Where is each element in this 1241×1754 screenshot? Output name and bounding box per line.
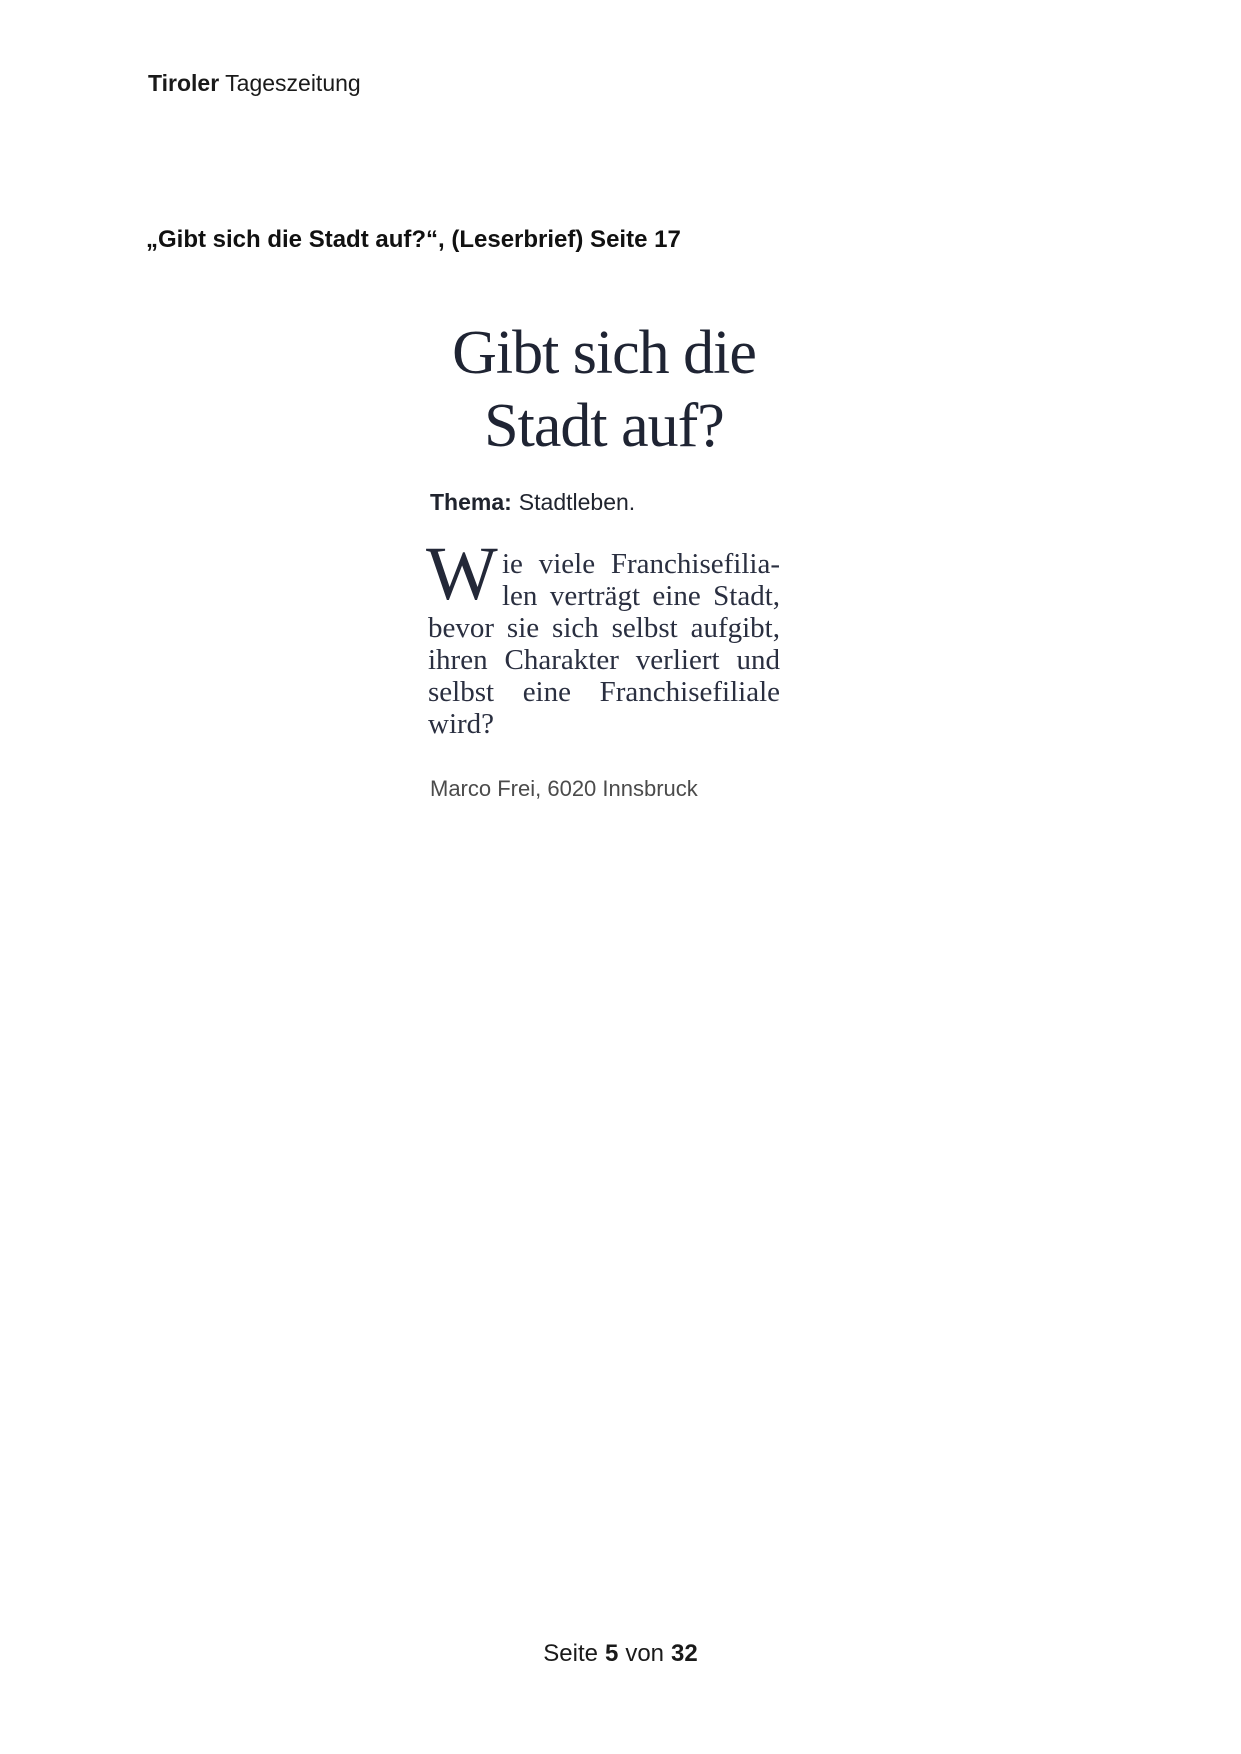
brand-regular: Tageszeitung <box>225 70 361 96</box>
topic-label: Thema: <box>430 489 512 515</box>
page-number-footer <box>0 1640 1241 1668</box>
article-topic <box>430 489 635 515</box>
body-line: ie viele Franchisefilia- <box>502 548 780 580</box>
headline-line-1: Gibt sich die <box>452 319 756 387</box>
brand-bold: Tiroler <box>148 70 220 96</box>
body-line: wird? <box>428 708 495 740</box>
dropcap-letter: W <box>426 532 498 616</box>
body-line: bevor sie sich selbst aufgibt, <box>428 612 780 644</box>
footer-total-pages: 32 <box>671 1640 698 1667</box>
footer-current-page: 5 <box>604 1640 619 1667</box>
footer-prefix: Seite <box>543 1640 598 1667</box>
topic-value: Stadtleben. <box>518 489 636 515</box>
headline-line-2: Stadt auf? <box>484 392 724 460</box>
newspaper-brand <box>148 70 361 97</box>
body-line: len verträgt eine Stadt, <box>502 580 780 612</box>
clipping-title-heading: „Gibt sich die Stadt auf?“, (Leserbrief) Seite 17 <box>146 226 681 253</box>
article-byline: Marco Frei, 6020 Innsbruck <box>430 776 698 801</box>
body-line: ihren Charakter verliert und <box>428 644 780 676</box>
footer-separator: von <box>625 1640 665 1667</box>
body-line: selbst eine Franchisefiliale <box>428 676 780 708</box>
article-headline <box>428 317 780 463</box>
article-body <box>426 532 780 740</box>
